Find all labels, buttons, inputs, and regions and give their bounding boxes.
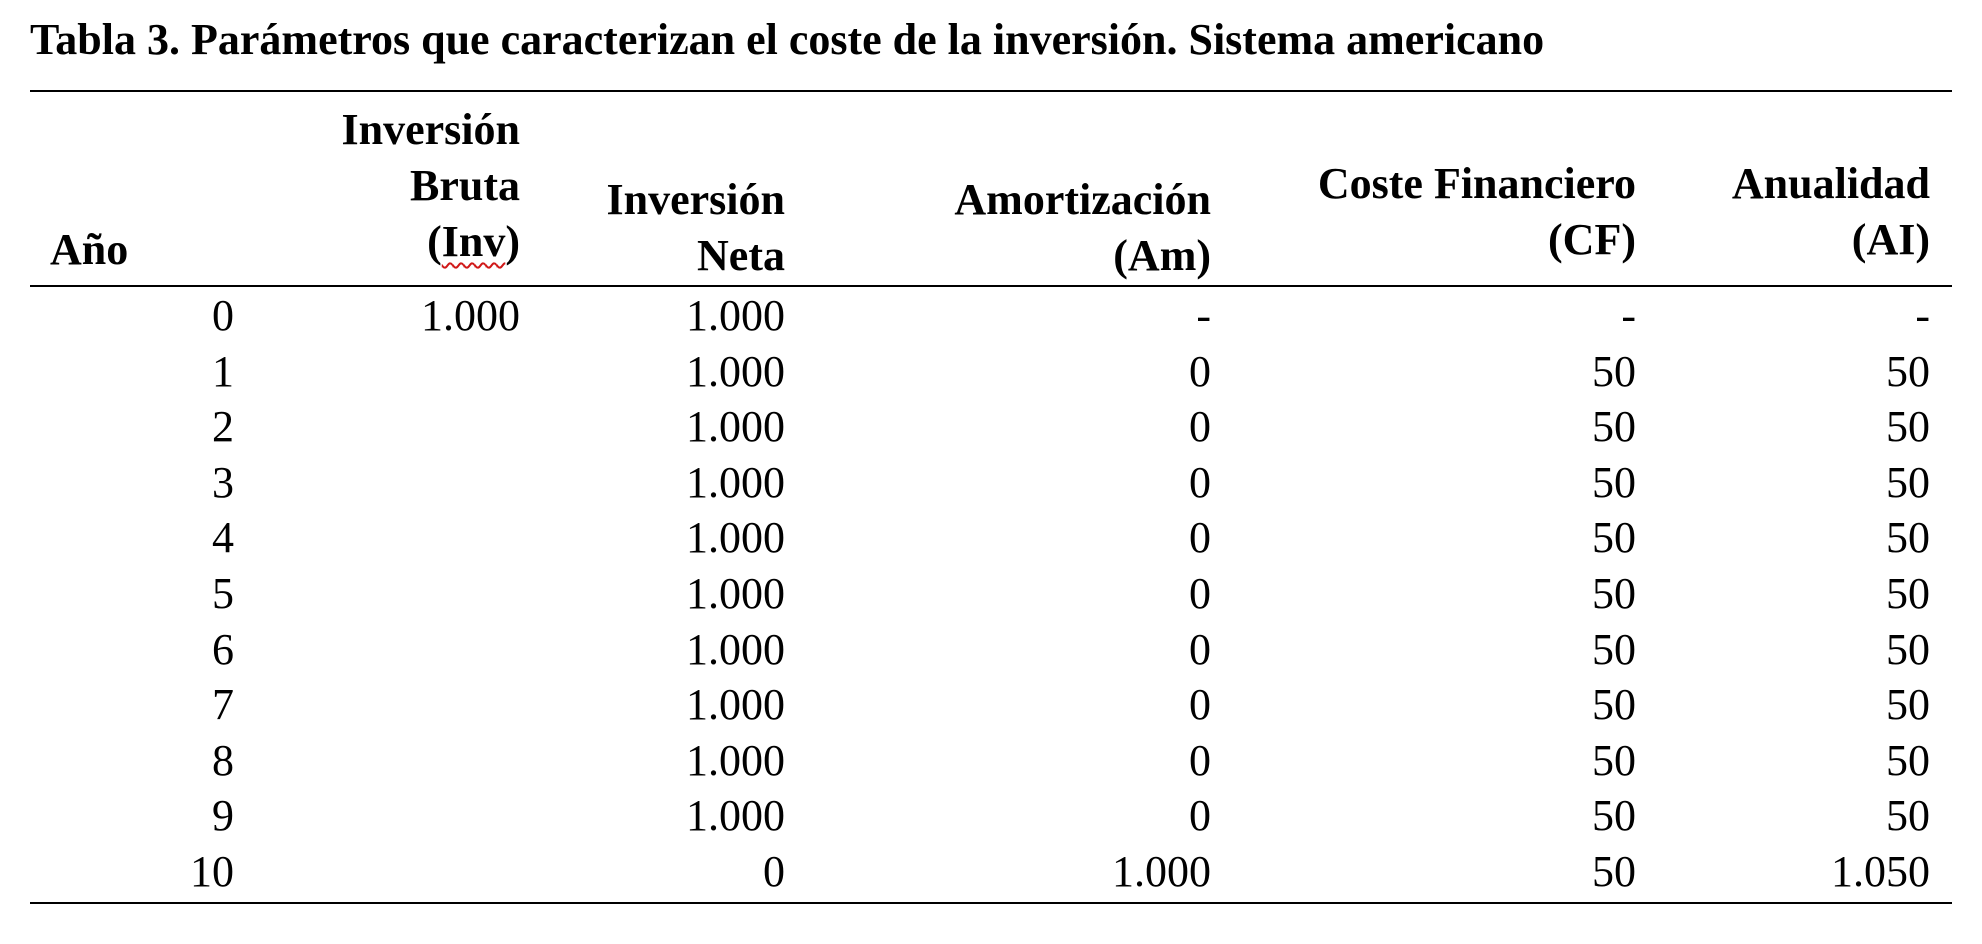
cell-net: 1.000: [686, 680, 785, 730]
table-row: [0, 290, 1982, 346]
cell-amort: 0: [1189, 402, 1211, 452]
cell-annuity: 50: [1886, 624, 1930, 674]
cell-amort: 0: [1189, 624, 1211, 674]
cell-cost: 50: [1592, 846, 1636, 896]
cell-cost: 50: [1592, 568, 1636, 618]
table-row: [0, 346, 1982, 402]
cell-year: 9: [212, 791, 234, 841]
header-rule: [30, 285, 1952, 287]
table-row: [0, 568, 1982, 624]
cell-cost: 50: [1592, 457, 1636, 507]
cell-net: 1.000: [686, 513, 785, 563]
cell-annuity: 50: [1886, 402, 1930, 452]
cell-cost: 50: [1592, 624, 1636, 674]
header-gross-abbr-spellcheck: Inv: [441, 217, 506, 266]
header-annuity-line1: Anualidad: [1731, 159, 1930, 208]
cell-amort: 0: [1189, 791, 1211, 841]
header-gross-close-paren: ): [505, 217, 520, 266]
cell-year: 1: [212, 346, 234, 396]
top-rule: [30, 90, 1952, 92]
header-net-line1: Inversión: [606, 175, 785, 224]
cell-cost: -: [1621, 291, 1636, 340]
cell-net: 1.000: [686, 402, 785, 452]
table-row: [0, 790, 1982, 846]
cell-year: 2: [212, 402, 234, 452]
header-amortization: [954, 172, 1211, 284]
cell-cost: 50: [1592, 791, 1636, 841]
cell-annuity: 50: [1886, 568, 1930, 618]
cell-year: 6: [212, 624, 234, 674]
header-year: [50, 222, 128, 278]
cell-annuity: 50: [1886, 513, 1930, 563]
cell-amort: 0: [1189, 513, 1211, 563]
cell-annuity: -: [1915, 291, 1930, 340]
cell-year: 0: [212, 291, 234, 340]
header-cost-line1: Coste Financiero: [1317, 159, 1636, 208]
header-year-label: Año: [50, 225, 129, 274]
bottom-rule: [30, 902, 1952, 904]
cell-net: 1.000: [686, 291, 785, 340]
cell-amort: 0: [1189, 680, 1211, 730]
header-gross-line1: Inversión: [341, 105, 520, 154]
header-gross-investment: [342, 102, 520, 270]
header-amort-line2: (Am): [1113, 231, 1211, 280]
cell-net: 0: [763, 846, 785, 896]
cell-amort: 0: [1189, 346, 1211, 396]
cell-annuity: 50: [1886, 346, 1930, 396]
cell-annuity: 1.050: [1831, 846, 1930, 896]
cell-amort: 0: [1189, 457, 1211, 507]
table-row: [0, 735, 1982, 791]
cell-gross: 1.000: [421, 291, 520, 340]
cell-amort: 1.000: [1112, 846, 1211, 896]
cell-annuity: 50: [1886, 457, 1930, 507]
table-body: [0, 290, 1982, 902]
header-gross-line3: [342, 214, 520, 270]
table-title: Tabla 3. Parámetros que caracterizan el coste de la inversión. Sistema americano: [30, 15, 1545, 64]
header-financial-cost: [1318, 156, 1636, 268]
table-row: [0, 679, 1982, 735]
cell-cost: 50: [1592, 402, 1636, 452]
cell-net: 1.000: [686, 791, 785, 841]
cell-net: 1.000: [686, 624, 785, 674]
cell-amort: 0: [1189, 735, 1211, 785]
cell-annuity: 50: [1886, 735, 1930, 785]
cell-cost: 50: [1592, 513, 1636, 563]
cell-annuity: 50: [1886, 680, 1930, 730]
table-row: [0, 624, 1982, 680]
cell-annuity: 50: [1886, 791, 1930, 841]
header-annuity: [1732, 156, 1930, 268]
header-net-line2: Neta: [697, 231, 785, 280]
table-row: [0, 457, 1982, 513]
header-gross-line2: Bruta: [410, 161, 520, 210]
cell-net: 1.000: [686, 457, 785, 507]
cell-net: 1.000: [686, 735, 785, 785]
cell-net: 1.000: [686, 346, 785, 396]
table-row: [0, 846, 1982, 902]
table-row: [0, 401, 1982, 457]
header-amort-line1: Amortización: [954, 175, 1211, 224]
cell-year: 10: [190, 846, 234, 896]
cell-year: 7: [212, 680, 234, 730]
header-net-investment: [607, 172, 785, 284]
cell-amort: -: [1196, 291, 1211, 340]
cell-cost: 50: [1592, 680, 1636, 730]
cell-year: 8: [212, 735, 234, 785]
cell-cost: 50: [1592, 346, 1636, 396]
cell-amort: 0: [1189, 568, 1211, 618]
header-annuity-line2: (AI): [1851, 215, 1930, 264]
header-cost-line2: (CF): [1548, 215, 1636, 264]
cell-net: 1.000: [686, 568, 785, 618]
cell-year: 5: [212, 568, 234, 618]
table-row: [0, 512, 1982, 568]
cell-year: 3: [212, 457, 234, 507]
header-gross-open-paren: (: [427, 217, 442, 266]
cell-year: 4: [212, 513, 234, 563]
cell-cost: 50: [1592, 735, 1636, 785]
